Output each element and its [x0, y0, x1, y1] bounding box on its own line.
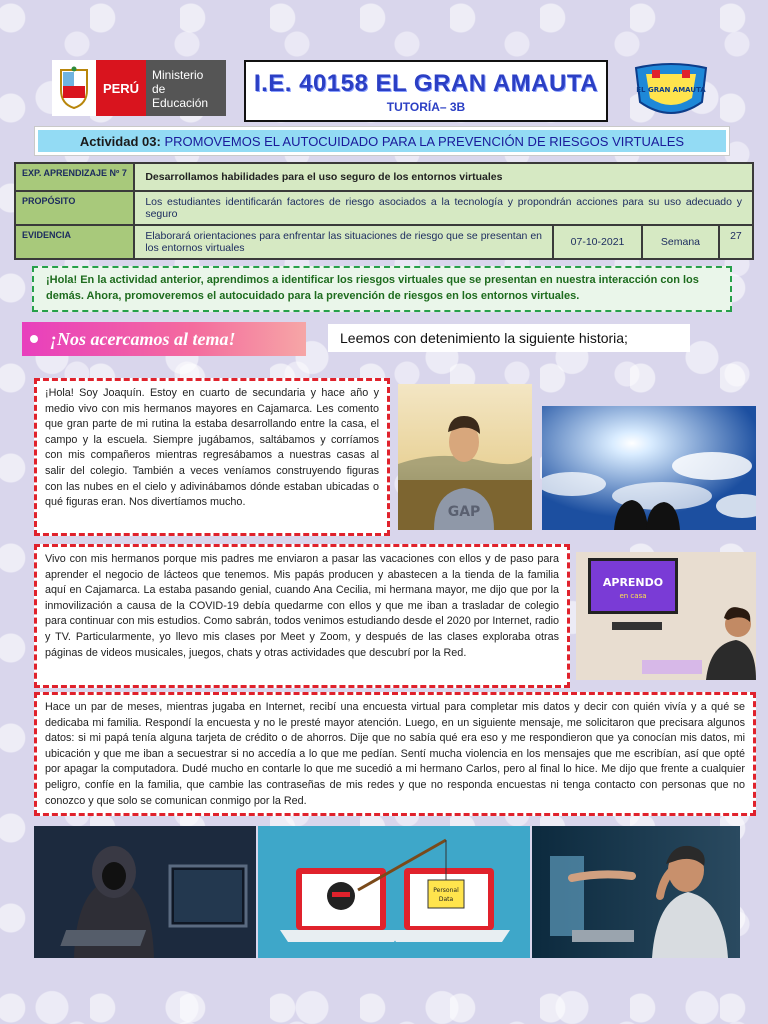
exp-label: EXP. APRENDIZAJE Nº 7	[15, 163, 134, 191]
tv-text-1: APRENDO	[602, 576, 664, 589]
evidencia-value: Elaborará orientaciones para enfrentar las situaciones de riesgo que se presentan en los entornos virtuales	[134, 225, 553, 259]
table-row	[15, 163, 753, 191]
section-title-banner	[22, 322, 306, 356]
boy-photo	[398, 384, 532, 530]
story-paragraph-2: Vivo con mis hermanos porque mis padres me enviaron a pasar las vacaciones con ellos y de paso para aprender el negocio de lácteos que tenemos. Mis papás producen y abastecen a la tienda de la familia aquí en Cajamarca. La estaba pasando genial, cuando Ana Cecilia, mi hermana mayor, me dijo que por la inmovilización a causa de la COVID-19 debía quedarme con ellos y que me iban a trasladar de colegio para continuar con mis estudios. Como sabrán, todos venimos estudiando desde el 2020 por Internet, radio y TV. Particularmente, yo llevo mis clases por Meet y Zoom, y después de las clases exploraba otras páginas de videos musicales, juegos, chats y otras actividades que descubrí por la Red.	[34, 544, 570, 688]
activity-label: Actividad 03:	[79, 134, 161, 149]
date-value: 07-10-2021	[553, 225, 642, 259]
read-instruction: Leemos con detenimiento la siguiente historia;	[328, 324, 690, 352]
hacker-photo	[34, 826, 256, 958]
activity-title: PROMOVEMOS EL AUTOCUIDADO PARA LA PREVENCIÓN DE RIESGOS VIRTUALES	[164, 134, 685, 149]
evidencia-label: EVIDENCIA	[15, 225, 134, 259]
week-label: Semana	[642, 225, 719, 259]
worried-man-photo	[532, 826, 740, 958]
bullet-icon	[30, 335, 38, 343]
story-paragraph-1: ¡Hola! Soy Joaquín. Estoy en cuarto de secundaria y hace año y medio vivo con mis hermanos mayores en Cajamarca. Les comento que gran parte de mi rutina la estaba desarrollando entre la casa, el campo y la escuela. Siempre jugábamos, saltábamos y corríamos con mis compañeros mientras regresábamos a nuestras casas al salir del colegio. También a veces veníamos construyendo figuras con las nubes en el cielo y adivinábamos dónde estaban ubicadas o qué figuras eran. Nos divertíamos mucho.	[34, 378, 390, 536]
table-row	[15, 191, 753, 225]
minedu-logo	[52, 60, 226, 116]
school-logo-text: EL GRAN AMAUTA	[636, 86, 706, 94]
svg-text:GAP: GAP	[447, 504, 481, 520]
aprendo-en-casa-photo	[576, 552, 756, 680]
week-number: 27	[719, 225, 753, 259]
story-paragraph-3: Hace un par de meses, mientras jugaba en Internet, recibí una encuesta virtual para completar mis datos y decir con quién vivía y a qué se dedicaba mi familia. Respondí la encuesta y no le presté mayor atención. Luego, en un siguiente mensaje, me solicitaron que precisara algunos datos: si mi papá tenía alguna tarjeta de crédito o de ahorros. Dije que no sabía qué era eso y me respondieron que ya conocían mis datos, mi ubicación y que me iban a secuestrar si no accedía a lo que me pedían. Sentí mucha violencia en los mensajes que me escribían, así que opté por apagar la computadora. Dudé mucho en contarle lo que me sucedió a mi hermano Carlos, pero al final lo hice. Me dijo que frente a cualquier peligro, confíe en la familia, que cambie las contraseñas de mis redes y que no responda encuestas ni tenga contacto con personas que no conozco y que solo se comunican conmigo por la Red.	[34, 692, 756, 816]
phishing-label-2: Data	[438, 896, 454, 903]
activity-banner	[34, 126, 730, 156]
school-title-box	[244, 60, 608, 122]
intro-box: ¡Hola! En la actividad anterior, aprendimos a identificar los riesgos virtuales que se presentan en nuestra interacción con los demás. Ahora, promoveremos el autocuidado para la prevención de riesgos en los entornos virtuales.	[32, 266, 732, 312]
proposito-label: PROPÓSITO	[15, 191, 134, 225]
proposito-value: Los estudiantes identificarán factores de riesgo asociados a la tecnología y propondrán acciones para su uso adecuado y seguro	[134, 191, 753, 225]
phishing-label-1: Personal	[433, 887, 459, 894]
section-title: ¡Nos acercamos al tema!	[50, 329, 236, 349]
sky-clouds-photo	[542, 406, 756, 530]
tv-text-2: en casa	[619, 592, 647, 600]
ministry-label: Ministerio de Educación	[146, 60, 226, 116]
tutoria-subtitle: TUTORÍA– 3B	[386, 100, 466, 114]
school-title: I.E. 40158 EL GRAN AMAUTA	[253, 70, 599, 97]
activity-info-table	[14, 162, 754, 260]
peru-label: PERÚ	[96, 60, 146, 116]
school-emblem-logo	[632, 62, 710, 122]
table-row	[15, 225, 753, 259]
peru-shield-icon	[52, 60, 96, 116]
exp-value: Desarrollamos habilidades para el uso seguro de los entornos virtuales	[134, 163, 753, 191]
phishing-illustration	[258, 826, 530, 958]
